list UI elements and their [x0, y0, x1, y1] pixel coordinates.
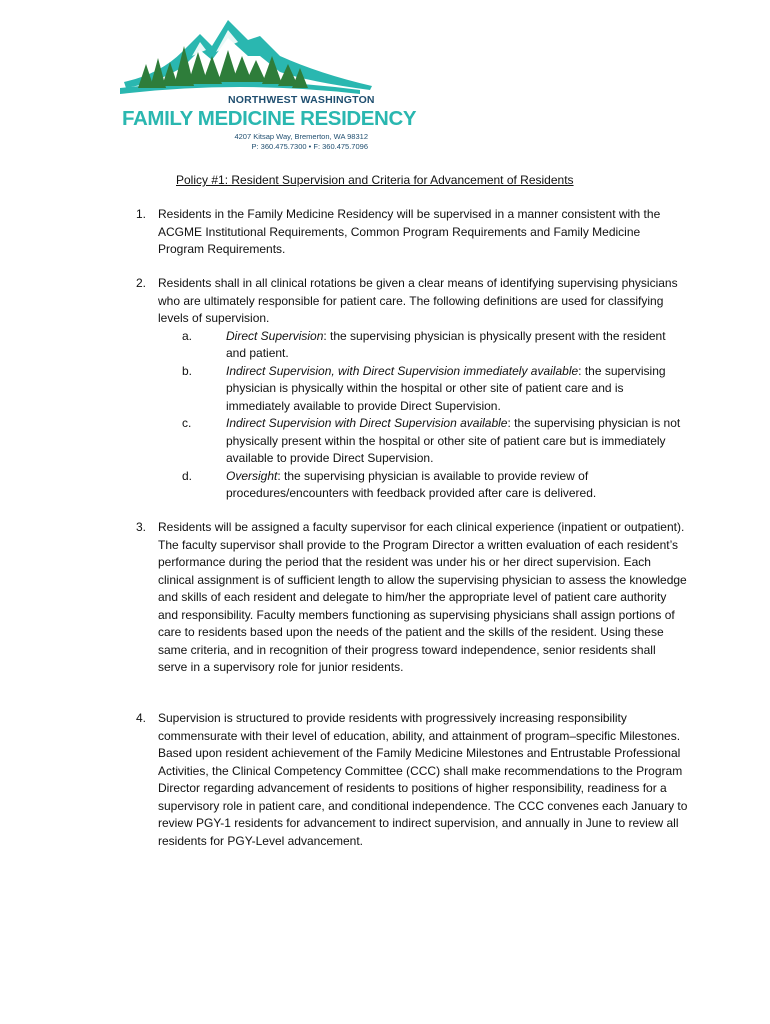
org-name-line1: NORTHWEST WASHINGTON [228, 94, 375, 106]
mountain-trees-icon [120, 16, 380, 106]
org-address: 4207 Kitsap Way, Bremerton, WA 98312 [234, 132, 368, 141]
definition-letter: d. [182, 468, 193, 483]
definition-term: Indirect Supervision with Direct Supervision available [226, 416, 508, 430]
definition-letter: c. [182, 416, 192, 430]
definition-desc: : the supervising physician is not physically present within the hospital or other site of patient care but is immediately available to provide Direct Supervision. [226, 416, 681, 465]
definition-desc: : the supervising physician is physically within the hospital or other site of patient care and is immediately available to provide Direct Supervision. [226, 363, 666, 413]
residency-logo [120, 16, 417, 156]
item-number: 1. [136, 207, 147, 221]
definition-item [158, 415, 688, 468]
definition-item [158, 468, 688, 503]
org-phone: P: 360.475.7300 • F: 360.475.7096 [251, 142, 368, 151]
item-text: Residents in the Family Medicine Residency will be supervised in a manner consistent with the ACGME Institutional Requirements, Common Program Requirements and Family Medicine Program Requirements. [158, 207, 661, 256]
definition-term: Oversight [226, 468, 278, 483]
item-number: 4. [136, 711, 147, 725]
item-text: Residents shall in all clinical rotations be given a clear means of identifying supervising physicians who are ultimately responsible for patient care. The following definitions are used for classifying levels of supervision. [158, 276, 678, 325]
item-text: Supervision is structured to provide residents with progressively increasing responsibility commensurate with their level of education, ability, and attainment of program–specific Milestones. Based upon resident achievement of the Family Medicine Milestones and Entrustable Professional Activities, the Clinical Competency Committee (CCC) shall make recommendations to the Program Director regarding advancement of residents to positions of higher responsibility, readiness for a supervisory role in patient care, and conditional independence. The CCC convenes each January to review PGY-1 residents for advancement to indirect supervision, and annually in June to review all residents for PGY-Level advancement. [158, 711, 688, 848]
definition-desc: : the supervising physician is physically present with the resident and patient. [226, 328, 666, 360]
item-text: Residents will be assigned a faculty supervisor for each clinical experience (inpatient or outpatient). The faculty supervisor shall provide to the Program Director a written evaluation of each resident’s performance during the period that the resident was under his or her direct supervision. Each clinical assignment is of sufficient length to allow the supervising physician to assess the knowledge and skills of each resident and delegate to him/her the appropriate level of patient care authority and responsibility. Faculty members functioning as supervising physicians shall assign portions of care to residents based upon the needs of the patient and the skills of the resident. Using these same criteria, and in recognition of their progress toward independence, senior residents shall serve in a supervisory role for junior residents. [158, 520, 687, 674]
definition-term: Indirect Supervision, with Direct Supervision immediately available [226, 363, 579, 378]
definition-item [158, 363, 688, 416]
definition-letter: a. [182, 328, 193, 343]
definition-letter: b. [182, 363, 193, 378]
org-name-line2: FAMILY MEDICINE RESIDENCY [122, 107, 417, 130]
definition-term: Direct Supervision [226, 328, 324, 343]
item-number: 3. [136, 520, 147, 534]
item-number: 2. [136, 276, 147, 290]
definition-desc: : the supervising physician is available to provide review of procedures/encounters with feedback provided after care is delivered. [226, 468, 597, 500]
policy-title: Policy #1: Resident Supervision and Criteria for Advancement of Residents [176, 173, 574, 187]
definition-item [158, 328, 688, 363]
supervision-definitions [158, 328, 688, 503]
